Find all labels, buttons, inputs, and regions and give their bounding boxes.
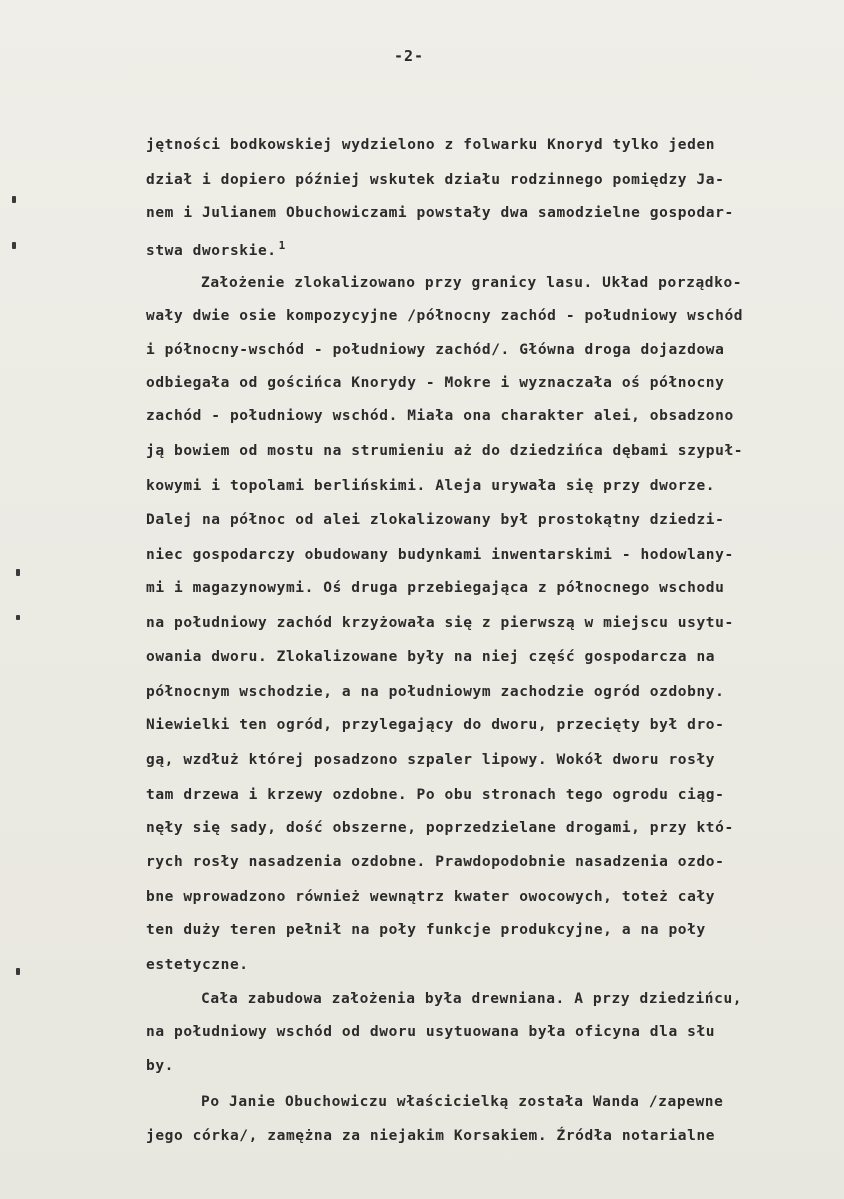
text-line: jętności bodkowskiej wydzielono z folwarku Knoryd tylko jeden: [146, 137, 716, 153]
text-line: kowymi i topolami berlińskimi. Aleja urywała się przy dworze.: [146, 478, 716, 494]
text-line: niec gospodarczy obudowany budynkami inwentarskimi - hodowlany-: [146, 547, 734, 563]
text-line: Dalej na północ od alei zlokalizowany był prostokątny dziedzi-: [146, 512, 725, 528]
text-line: zachód - południowy wschód. Miała ona charakter alei, obsadzono: [146, 408, 734, 424]
text-line: ten duży teren pełnił na poły funkcje produkcyjne, a na poły: [146, 922, 706, 938]
binding-mark: [16, 569, 20, 576]
text-line: rych rosły nasadzenia ozdobne. Prawdopodobnie nasadzenia ozdo-: [146, 854, 725, 870]
text-line: nęły się sady, dość obszerne, poprzedzielane drogami, przy któ-: [146, 820, 734, 836]
binding-mark: [16, 968, 20, 975]
text-line: Po Janie Obuchowiczu właścicielką została Wanda /zapewne: [201, 1094, 724, 1110]
text-line: tam drzewa i krzewy ozdobne. Po obu stronach tego ogrodu ciąg-: [146, 787, 725, 803]
binding-mark: [16, 615, 20, 620]
footnote-reference: 1: [278, 239, 286, 252]
text-line: Cała zabudowa założenia była drewniana. A przy dziedzińcu,: [201, 991, 743, 1007]
text-line: nem i Julianem Obuchowiczami powstały dwa samodzielne gospodar-: [146, 205, 734, 221]
text-line: dział i dopiero później wskutek działu rodzinnego pomiędzy Ja-: [146, 172, 725, 188]
text-line: na południowy wschód od dworu usytuowana była oficyna dla słu: [146, 1024, 716, 1040]
text-line: estetyczne.: [146, 957, 249, 973]
text-line: by.: [146, 1058, 174, 1074]
text-line-content: stwa dworskie.: [146, 242, 277, 259]
text-line: owania dworu. Zlokalizowane były na niej część gospodarcza na: [146, 649, 716, 665]
text-line: jego córka/, zamężna za niejakim Korsakiem. Źródła notarialne: [146, 1128, 716, 1144]
binding-mark: [12, 196, 16, 203]
binding-mark: [12, 242, 16, 249]
text-line: Niewielki ten ogród, przylegający do dworu, przecięty był dro-: [146, 717, 725, 733]
text-line: Założenie zlokalizowano przy granicy lasu. Układ porządko-: [201, 275, 743, 291]
text-line: mi i magazynowymi. Oś druga przebiegająca z północnego wschodu: [146, 580, 725, 596]
text-line: i północny-wschód - południowy zachód/. Główna droga dojazdowa: [146, 342, 725, 358]
page-number: -2-: [394, 47, 425, 65]
text-line: wały dwie osie kompozycyjne /północny zachód - południowy wschód: [146, 308, 744, 324]
text-line: odbiegała od gościńca Knorydy - Mokre i wyznaczała oś północny: [146, 375, 725, 391]
text-line: północnym wschodzie, a na południowym zachodzie ogród ozdobny.: [146, 684, 725, 700]
text-line: gą, wzdłuż której posadzono szpaler lipowy. Wokół dworu rosły: [146, 752, 716, 768]
text-line: ją bowiem od mostu na strumieniu aż do dziedzińca dębami szypuł-: [146, 443, 744, 459]
text-line: [146, 236, 286, 261]
text-line: na południowy zachód krzyżowała się z pierwszą w miejscu usytu-: [146, 615, 734, 631]
text-line: bne wprowadzono również wewnątrz kwater owocowych, toteż cały: [146, 889, 716, 905]
